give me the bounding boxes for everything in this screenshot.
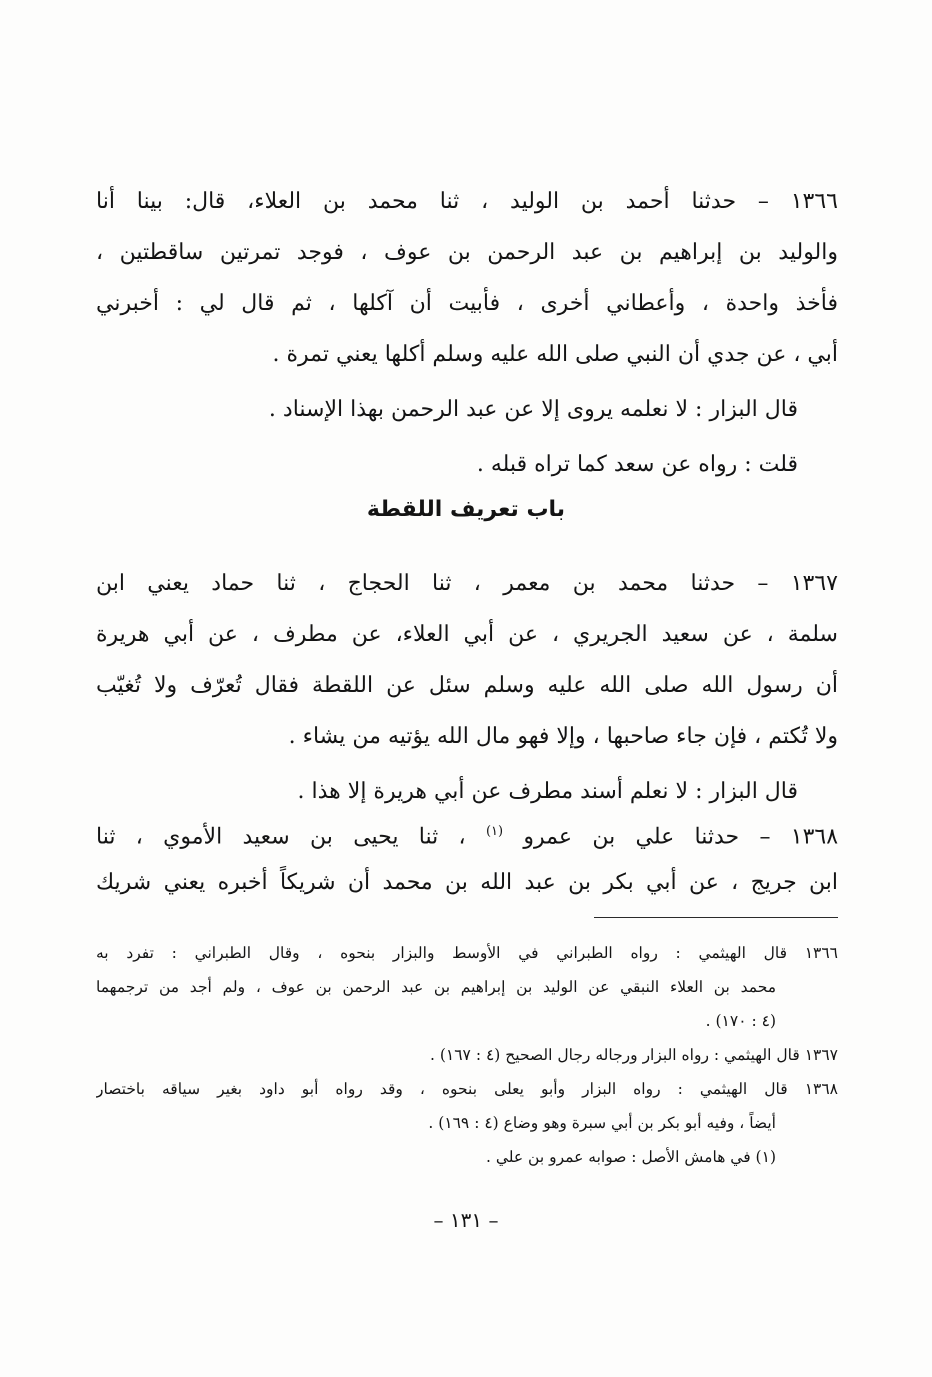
- footnote-1367: ١٣٦٧ قال الهيثمي : رواه البزار ورجاله رجال الصحيح (٤ : ١٦٧) .: [430, 1046, 838, 1064]
- chapter-heading: باب تعريف اللقطة: [366, 497, 566, 522]
- footnote-marginal: (١) في هامش الأصل : صوابه عمرو بن علي .: [485, 1148, 776, 1166]
- hadith-1367-line-1: ١٣٦٧ – حدثنا محمد بن معمر ، ثنا الحجاج ، ثنا حماد يعني ابن: [96, 571, 838, 596]
- hadith-1368-line-1: [96, 806, 838, 857]
- hadith-1367-comment: قال البزار : لا نعلم أسند مطرف عن أبي هريرة إلا هذا .: [297, 779, 798, 804]
- hadith-1366-comment: قال البزار : لا نعلمه يروى إلا عن عبد الرحمن بهذا الإسناد .: [268, 397, 798, 422]
- footnote-1368-line-2: أيضاً ، وفيه أبو بكر بن أبي سبرة وهو وضاع (٤ : ١٦٩) .: [428, 1114, 776, 1132]
- hadith-1367-line-4: ولا تُكتم ، فإن جاء صاحبها ، وإلا فهو مال الله يؤتيه من يشاء .: [288, 724, 838, 749]
- hadith-1366: [96, 176, 838, 490]
- footnote-divider: [594, 917, 838, 918]
- footnote-1366-line-2: محمد بن العلاء النبقي عن الوليد بن إبراهيم بن عبد الرحمن بن عوف ، ولم أجد من ترجمهما: [96, 978, 776, 996]
- page-number: – ١٣١ –: [433, 1208, 499, 1232]
- hadith-1368: [96, 806, 838, 908]
- hadith-1368-line-1-end: ، ثنا يحيى بن سعيد الأموي ، ثنا: [96, 824, 486, 850]
- hadith-1368-line-2: ابن جريج ، عن أبي بكر بن عبد الله بن محمد أن شريكاً أخبره يعني شريك: [96, 870, 838, 895]
- footnotes: [96, 936, 838, 1174]
- hadith-1367-line-3: أن رسول الله صلى الله عليه وسلم سئل عن اللقطة فقال تُعرّف ولا تُغيّب: [96, 673, 838, 698]
- hadith-1367: [96, 558, 838, 817]
- hadith-1366-line-1: ١٣٦٦ – حدثنا أحمد بن الوليد ، ثنا محمد بن العلاء، قال: بينا أنا: [96, 189, 838, 214]
- hadith-1367-line-2: سلمة ، عن سعيد الجريري ، عن أبي العلاء، عن مطرف ، عن أبي هريرة: [96, 622, 838, 647]
- hadith-1366-line-3: فأخذ واحدة ، وأعطاني أخرى ، فأبيت أن آكلها ، ثم قال لي : أخبرني: [96, 291, 838, 316]
- hadith-1366-line-2: والوليد بن إبراهيم بن عبد الرحمن بن عوف ، فوجد تمرتين ساقطتين ،: [96, 240, 838, 265]
- footnote-marker: (١): [485, 824, 504, 839]
- hadith-1368-line-1-start: ١٣٦٨ – حدثنا علي بن عمرو: [503, 824, 838, 850]
- footnote-1368-line-1: ١٣٦٨ قال الهيثمي : رواه البزار وأبو يعلى بنحوه ، وقد رواه أبو داود بغير سياقه باختصار: [96, 1080, 838, 1098]
- footnote-1366-line-3: (٤ : ١٧٠) .: [705, 1012, 776, 1030]
- hadith-1366-line-4: أبي ، عن جدي أن النبي صلى الله عليه وسلم أكلها يعني تمرة .: [272, 342, 838, 367]
- footnote-1366-line-1: ١٣٦٦ قال الهيثمي : رواه الطبراني في الأوسط والبزار بنحوه ، وقال الطبراني : تفرد به: [96, 944, 838, 962]
- hadith-1366-note: قلت : رواه عن سعد كما تراه قبله .: [476, 452, 798, 477]
